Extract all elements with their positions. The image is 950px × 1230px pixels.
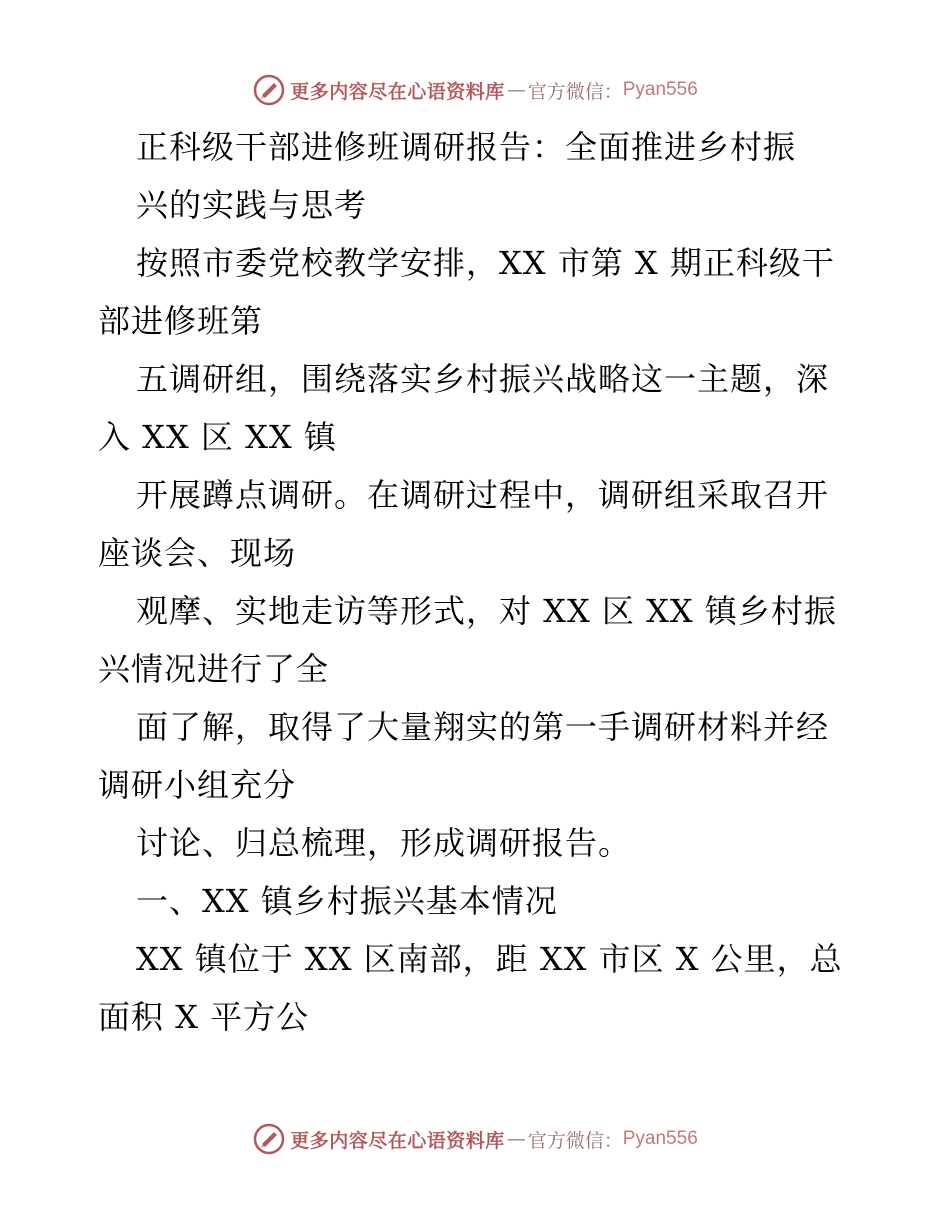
body-line: 按照市委党校教学安排，XX 市第 X 期正科级干 xyxy=(136,244,835,282)
body-line: 入 XX 区 XX 镇 xyxy=(98,418,337,456)
header-watermark xyxy=(0,70,950,110)
watermark-separator: — xyxy=(506,79,526,101)
body-line: 五调研组，围绕落实乡村振兴战略这一主题，深 xyxy=(136,360,830,398)
watermark-wechat-id: Pyan556 xyxy=(622,1128,698,1149)
body-line: 开展蹲点调研。在调研过程中，调研组采取召开 xyxy=(136,476,830,514)
watermark-brand: 更多内容尽在心语资料库 xyxy=(290,80,505,103)
body-line: 讨论、归总梳理，形成调研报告。 xyxy=(136,824,632,862)
brand-logo-icon xyxy=(252,1122,286,1156)
body-line: 面了解，取得了大量翔实的第一手调研材料并经 xyxy=(136,708,830,746)
watermark-separator: — xyxy=(506,1128,526,1150)
body-line: 兴情况进行了全 xyxy=(98,650,330,688)
footer-watermark xyxy=(0,1119,950,1159)
body-line: XX 镇位于 XX 区南部，距 XX 市区 X 公里，总 xyxy=(136,940,843,978)
document-body xyxy=(98,118,854,1046)
body-line: 部进修班第 xyxy=(98,302,264,340)
body-line: 面积 X 平方公 xyxy=(98,998,310,1036)
body-line: 调研小组充分 xyxy=(98,766,297,804)
body-line: 兴的实践与思考 xyxy=(136,186,368,224)
body-line: 正科级干部进修班调研报告：全面推进乡村振 xyxy=(136,128,797,166)
body-line: 观摩、实地走访等形式，对 XX 区 XX 镇乡村振 xyxy=(136,592,837,630)
watermark-label: 官方微信： xyxy=(527,1129,623,1152)
watermark-label: 官方微信： xyxy=(527,80,623,103)
body-line: 座谈会、现场 xyxy=(98,534,297,572)
watermark-brand: 更多内容尽在心语资料库 xyxy=(290,1129,505,1152)
section-heading: 一、XX 镇乡村振兴基本情况 xyxy=(136,882,558,920)
watermark-wechat-id: Pyan556 xyxy=(622,79,698,100)
brand-logo-icon xyxy=(252,73,286,107)
